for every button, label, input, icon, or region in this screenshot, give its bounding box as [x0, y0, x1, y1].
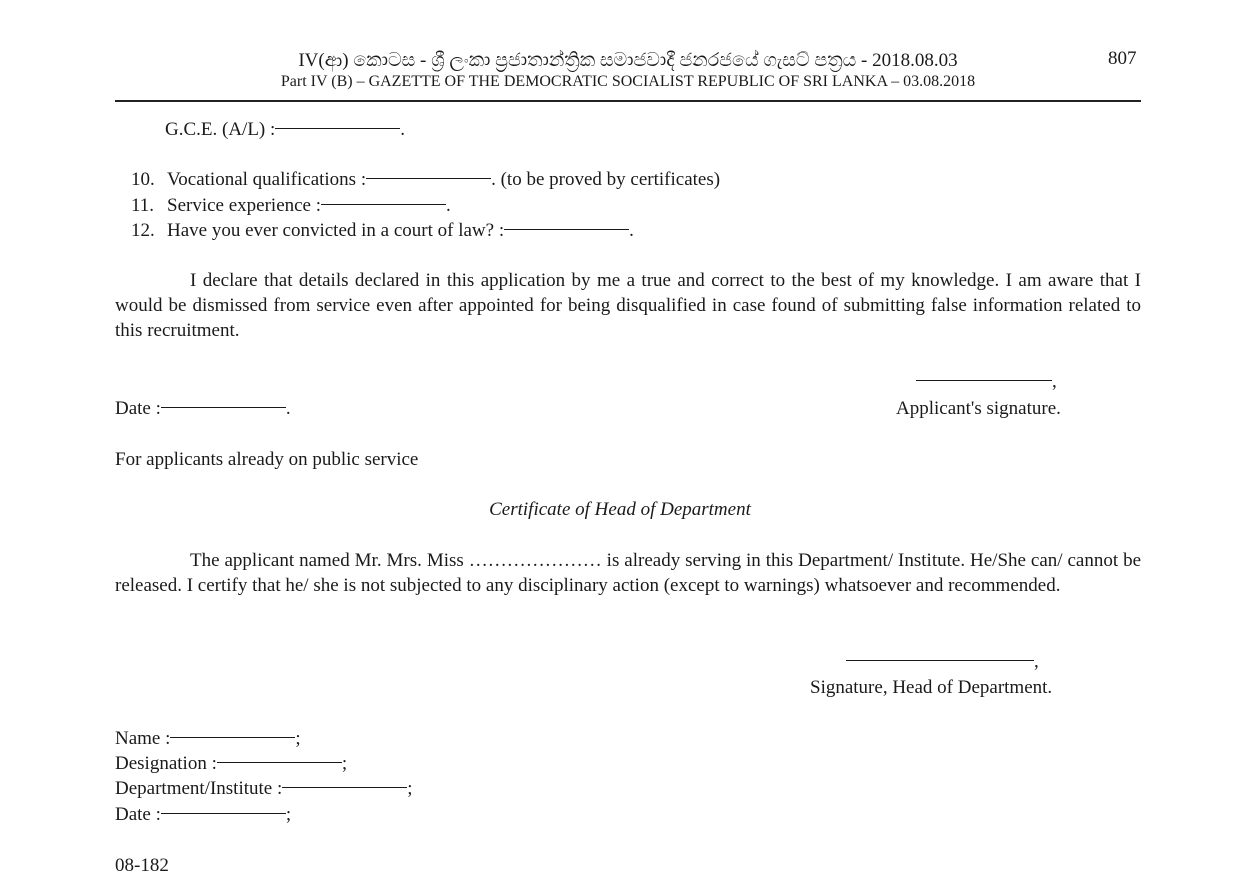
gazette-header-sinhala: IV(ආ) කොටස - ශ්‍රී ලංකා ප්‍රජාතාන්ත්‍රික සමාජවාදී ජනරජයේ ගැසට් පත්‍රය - 2018.08.03 — [298, 50, 958, 71]
public-service-note: For applicants already on public service — [115, 449, 419, 470]
hod-department-field: Department/Institute : ; — [115, 778, 413, 799]
header-rule — [115, 100, 1141, 102]
field-label: Department/Institute : — [115, 778, 283, 799]
item-blank — [366, 178, 491, 179]
item-number: 12. — [131, 220, 155, 241]
gce-al-blank — [275, 128, 400, 129]
field-label: Designation : — [115, 753, 217, 774]
item-blank — [321, 204, 446, 205]
item-label: Have you ever convicted in a court of law? : — [167, 220, 505, 241]
hod-signature-label: Signature, Head of Department. — [810, 677, 1053, 698]
field-label: Date : — [115, 804, 161, 825]
item-number: 11. — [131, 195, 155, 216]
certificate-title: Certificate of Head of Department — [489, 499, 751, 520]
page-number: 807 — [1108, 48, 1137, 69]
hod-designation-field: Designation : ; — [115, 753, 348, 774]
item-note: . (to be proved by certificates) — [491, 169, 721, 190]
date-label: Date : — [115, 398, 161, 419]
item-number: 10. — [131, 169, 155, 190]
reference-code: 08-182 — [115, 855, 169, 876]
item-blank — [504, 229, 629, 230]
hod-name-field: Name : ; — [115, 728, 301, 749]
gce-al-field: G.C.E. (A/L) : . — [165, 119, 406, 140]
form-item-10 — [131, 170, 720, 189]
form-item-12: 12. Have you ever convicted in a court of law? : . — [131, 220, 634, 241]
hod-date-field: Date : ; — [115, 804, 292, 825]
declaration-paragraph — [115, 268, 1141, 343]
item-label: Vocational qualifications : — [167, 169, 367, 190]
declaration-text: I declare that details declared in this application by me a true and correct to the best of my knowledge. I am aware that I would be dismissed from service even after appointed for being disqualified in case found of submitting false information related to this recruitment. — [115, 270, 1141, 341]
certificate-text: The applicant named Mr. Mrs. Miss ………………… is already serving in this Department/ Institute. He/She can/ cannot be released. I certify that he/ she is not subjected to any disciplinary action (except to warnings) whatsoever and recommended. — [115, 550, 1141, 596]
field-label: Name : — [115, 728, 171, 749]
applicant-signature-line: , — [916, 372, 1057, 391]
gazette-header-english: Part IV (B) – GAZETTE OF THE DEMOCRATIC SOCIALIST REPUBLIC OF SRI LANKA – 03.08.2018 — [280, 73, 976, 90]
hod-signature-line: , — [846, 652, 1039, 671]
form-item-11: 11. Service experience : . — [131, 195, 451, 216]
date-blank — [161, 407, 286, 408]
date-field: Date : . — [115, 398, 291, 419]
item-label: Service experience : — [167, 195, 322, 216]
applicant-signature-label: Applicant's signature. — [896, 398, 1061, 419]
gce-al-label: G.C.E. (A/L) : — [165, 119, 276, 140]
certificate-paragraph — [115, 548, 1141, 598]
